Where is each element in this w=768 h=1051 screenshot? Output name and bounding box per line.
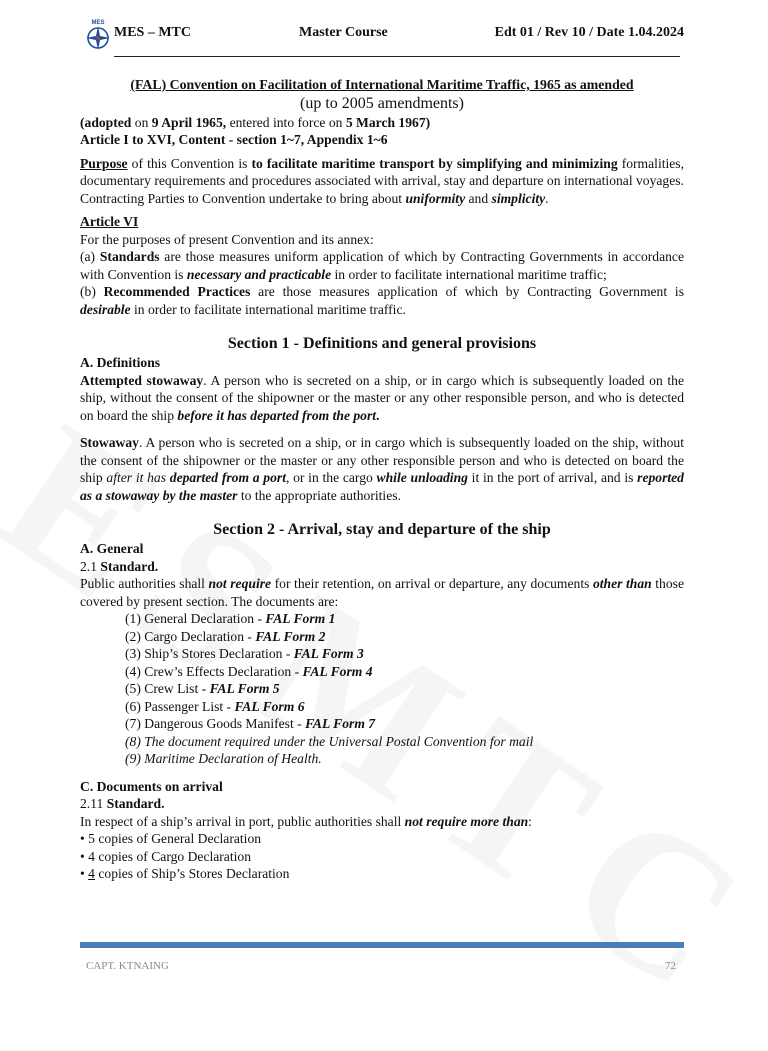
adopted-line: (adopted on 9 April 1965, entered into force on 5 March 1967) (80, 114, 431, 130)
article-6-title: Article VI (80, 214, 139, 229)
doc-title: (FAL) Convention on Facilitation of International Maritime Traffic, 1965 as amended (130, 77, 634, 92)
doc-subtitle: (up to 2005 amendments) (300, 94, 464, 112)
list-item: (8) The document required under the Universal Postal Convention for mail (125, 733, 534, 749)
list-item: (6) Passenger List - FAL Form 6 (125, 698, 305, 714)
documents-list (80, 610, 684, 733)
arrival-paragraph: In respect of a ship’s arrival in port, public authorities shall not require more than: (80, 813, 532, 829)
list-item: (5) Crew List - FAL Form 5 (125, 681, 280, 696)
header-org: MES – MTC (114, 25, 191, 40)
page-header (80, 18, 684, 60)
public-authorities-paragraph: Public authorities shall not require for their retention, on arrival or departure, any documents other than those covered by present section. The documents are: (80, 576, 684, 609)
list-item: (9) Maritime Declaration of Health. (125, 751, 322, 766)
section-2-title: Section 2 - Arrival, stay and departure of the ship (213, 521, 551, 538)
list-item: (1) General Declaration - FAL Form 1 (125, 611, 336, 626)
standard-2-11: 2.11 Standard. (80, 796, 165, 811)
purpose-paragraph: Purpose of this Convention is to facilitate maritime transport by simplifying and minimizing formalities, documentary requirements and procedures associated with arrival, stay and departure on international voyages. (80, 155, 684, 188)
section-2-sub-a: A. General (80, 541, 144, 556)
extra-documents-list (80, 733, 684, 768)
section-1-sub-a: A. Definitions (80, 355, 161, 370)
stowaway-definition: Stowaway. A person who is secreted on a ship, or in cargo which is subsequently loaded on the ship, without the consent of the shipowner or the master or any other responsible person and who is detected on board the ship after it has departed from a port, or in the cargo while unloading it in the port of arrival, and is reported as a stowaway by the master to the appropriate authorities. (80, 435, 684, 503)
list-item: (7) Dangerous Goods Manifest - FAL Form 7 (125, 716, 376, 731)
attempted-stowaway-definition: Attempted stowaway. A person who is secreted on a ship, or in cargo which is subsequently loaded on the ship, without the consent of the shipowner or the master or any other responsible person, and who is detected on board the ship before it has departed from the port. (80, 372, 685, 423)
section-2-sub-c: C. Documents on arrival (80, 778, 223, 794)
article-6-b: (b) Recommended Practices are those measures application of which by Contracting Government is desirable in order to facilitate international maritime traffic. (80, 284, 684, 317)
list-item: • 4 copies of Ship’s Stores Declaration (80, 866, 290, 881)
footer-bar (80, 942, 684, 948)
section-1-title: Section 1 - Definitions and general provisions (227, 335, 537, 352)
article-6-a: (a) Standards are those measures uniform application of which by Contracting Governments in accordance with Convention is necessary and practicable in order to facilitate international maritime traffic; (80, 249, 684, 282)
standard-2-1: 2.1 Standard. (80, 558, 159, 574)
header-rule (114, 56, 680, 57)
page-number: 72 (665, 960, 676, 972)
list-item: • 4 copies of Cargo Declaration (80, 848, 251, 864)
article-6-intro: For the purposes of present Convention and its annex: (80, 231, 374, 247)
list-item: (4) Crew’s Effects Declaration - FAL Form 4 (125, 663, 373, 679)
contracting-paragraph: Contracting Parties to Convention undertake to bring about uniformity and simplicity. (80, 190, 549, 206)
list-item: (3) Ship’s Stores Declaration - FAL Form 3 (125, 646, 364, 661)
svg-text:MES: MES (91, 20, 105, 26)
header-course: Master Course (299, 25, 388, 40)
footer-author: CAPT. KTNAING (86, 960, 169, 972)
articles-line: Article I to XVI, Content - section 1~7, Appendix 1~6 (80, 132, 388, 147)
list-item: • 5 copies of General Declaration (80, 831, 262, 846)
page-content (80, 76, 684, 883)
mes-compass-logo-icon (84, 18, 112, 52)
header-edition: Edt 01 / Rev 10 / Date 1.04.2024 (494, 25, 684, 40)
list-item: (2) Cargo Declaration - FAL Form 2 (125, 628, 326, 644)
